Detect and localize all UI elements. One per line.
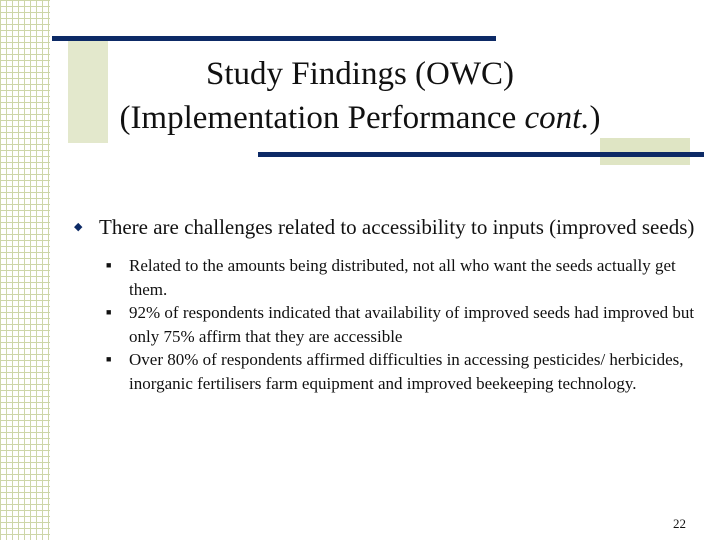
square-bullet-icon: ■ <box>106 307 112 317</box>
bullet-text: There are challenges related to accessibility to inputs (improved seeds) <box>99 215 695 239</box>
title-line-1: Study Findings (OWC) <box>205 56 515 92</box>
slide-body <box>74 214 704 395</box>
title-line-2-italic: cont. <box>524 100 590 136</box>
title-bar-bottom <box>258 152 704 157</box>
page-number: 22 <box>673 516 686 531</box>
bullet-item <box>74 214 704 240</box>
diamond-bullet-icon: ◆ <box>74 221 83 233</box>
title-line-2 <box>110 96 610 140</box>
sub-bullet-item <box>106 301 704 348</box>
square-bullet-icon: ■ <box>106 260 112 270</box>
sub-bullet-text: Related to the amounts being distributed, not all who want the seeds actually get them. <box>129 256 676 299</box>
title-line-2-text: (Implementation Performance <box>119 100 525 136</box>
decorative-block-top <box>68 41 108 143</box>
sub-bullet-text: 92% of respondents indicated that availability of improved seeds had improved but only 75% affirm that they are accessible <box>129 303 695 346</box>
sub-bullet-text: Over 80% of respondents affirmed difficulties in accessing pesticides/ herbicides, inorganic fertilisers farm equipment and improved beekeeping technology. <box>129 350 684 393</box>
slide-title <box>110 52 610 140</box>
title-bar-top <box>52 36 496 41</box>
title-line-2-suffix: ) <box>589 100 601 136</box>
sub-bullet-list <box>74 254 704 395</box>
decorative-grid-pattern <box>0 0 50 540</box>
sub-bullet-item <box>106 348 704 395</box>
square-bullet-icon: ■ <box>106 354 112 364</box>
sub-bullet-item <box>106 254 704 301</box>
